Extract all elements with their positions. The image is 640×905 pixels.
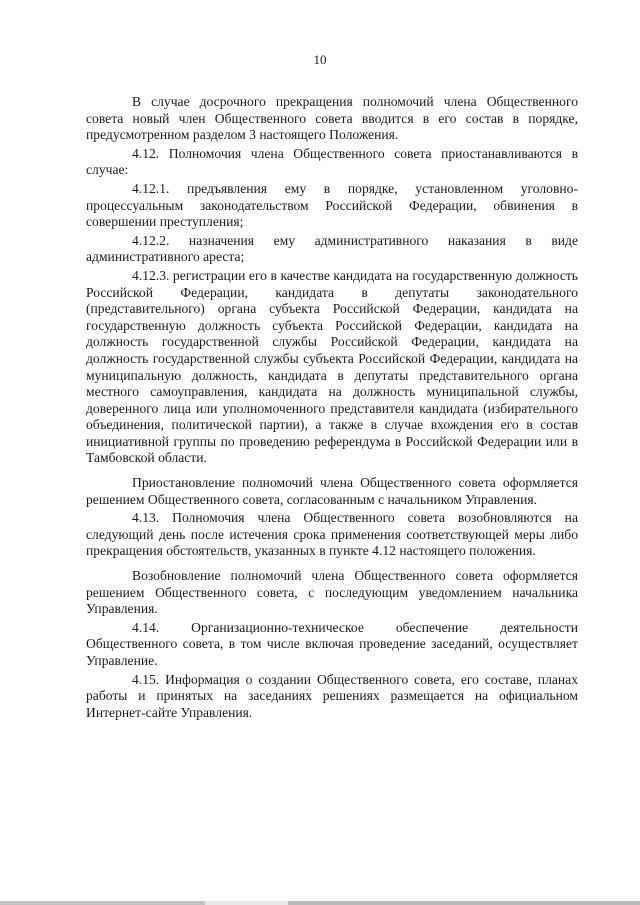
paragraph-4-12-2: 4.12.2. назначения ему административного наказания в виде административного ареста;	[86, 232, 578, 265]
paragraph-4-12: 4.12. Полномочия члена Общественного совета приостанавливаются в случае:	[86, 145, 578, 178]
paragraph-4-12-1: 4.12.1. предъявления ему в порядке, установленном уголовно-процессуальным законодательством Российской Федерации, обвинения в совершении преступления;	[86, 180, 578, 230]
paragraph-early-termination: В случае досрочного прекращения полномочий члена Общественного совета новый член Общественного совета вводится в его состав в порядке, предусмотренном разделом 3 настоящего Положения.	[86, 94, 578, 143]
page-number: 10	[313, 52, 327, 67]
paragraph-suspension-formalization: Приостановление полномочий члена Общественного совета оформляется решением Общественного совета, согласованным с начальником Управления.	[86, 475, 578, 507]
scan-edge-artifact	[0, 901, 640, 905]
paragraph-4-13: 4.13. Полномочия члена Общественного совета возобновляются на следующий день после истечения срока применения соответствующей меры либо прекращения обстоятельств, указанных в пункте 4.12 настоящего положения.	[86, 510, 578, 559]
paragraph-4-15: 4.15. Информация о создании Общественного совета, его составе, планах работы и принятых на заседаниях решениях размещается на официальном Интернет-сайте Управления.	[86, 671, 578, 720]
paragraph-4-12-3: 4.12.3. регистрации его в качестве кандидата на государственную должность Российской Федерации, кандидата в депутаты законодательного (представительного) органа субъекта Российской Федерации, кандидата на государственную должность субъекта Российской Федерации, кандидата на должность государственной службы Российской Федерации, кандидата на должность государственной службы субъекта Российской Федерации, кандидата на муниципальную должность, кандидата в депутаты представительного органа местного самоуправления, кандидата на должность муниципальной службы, доверенного лица или уполномоченного представителя кандидата (избирательного объединения, политической партии), а также в случае вхождения его в состав инициативной группы по проведению референдума в Российской Федерации или в Тамбовской области.	[86, 267, 578, 466]
paragraph-resumption-formalization: Возобновление полномочий члена Общественного совета оформляется решением Общественного совета, с последующим уведомлением начальника Управления.	[86, 568, 578, 617]
document-body	[86, 94, 578, 723]
paragraph-4-14: 4.14. Организационно-техническое обеспечение деятельности Общественного совета, в том числе включая проведение заседаний, осуществляет Управление.	[86, 619, 578, 668]
